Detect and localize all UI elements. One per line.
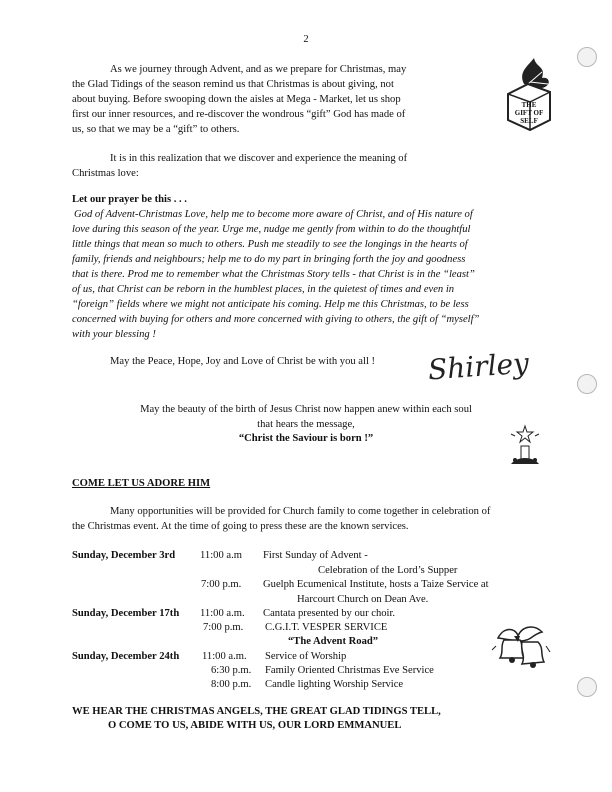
page-number: 2: [303, 34, 309, 45]
intro-line: about buying. Before swooping down the aisles at Mega - Market, let us shop: [72, 94, 401, 105]
prayer-line: concerned with buying for others and more concerned with giving to others, the gift of “myself”: [72, 314, 480, 325]
binder-hole: [577, 677, 597, 697]
beauty-line: May the beauty of the birth of Jesus Christ now happen anew within each soul: [140, 404, 472, 415]
prayer-heading: Let our prayer be this . . .: [72, 194, 187, 205]
signature: Shirley: [426, 346, 530, 387]
service-description: Cantata presented by our choir.: [263, 608, 396, 619]
prayer-line: family, friends and neighbours; help me to do my part in bringing forth the joy and goodness: [72, 254, 466, 265]
prayer-line: God of Advent-Christmas Love, help me to become more aware of Christ, and of His nature of: [74, 209, 473, 220]
service-time: 11:00 a.m: [200, 550, 242, 561]
prayer-line: “foreign” fields where we might not anticipate his coming. Help me this Christmas, to be less: [72, 299, 469, 310]
saviour-line: “Christ the Saviour is born !”: [238, 433, 374, 444]
candle-star-illustration: [505, 424, 545, 468]
binder-hole: [577, 374, 597, 394]
service-day: Sunday, December 3rd: [72, 550, 176, 561]
prayer-line: of us, that Christ can be reborn in the humblest places, in the quietest of times and even in: [72, 284, 455, 295]
closing-line: WE HEAR THE CHRISTMAS ANGELS, THE GREAT GLAD TIDINGS TELL,: [72, 706, 441, 717]
intro-line: As we journey through Advent, and as we prepare for Christmas, may: [110, 64, 407, 75]
prayer-line: little things that mean so much to others. Push me steadily to see the longings in the hearts of: [72, 239, 468, 250]
service-description: Harcourt Church on Dean Ave.: [297, 594, 429, 605]
service-description: Guelph Ecumenical Institute, hosts a Taize Service at: [263, 579, 489, 590]
service-description: First Sunday of Advent -: [263, 550, 368, 561]
service-time: 11:00 a.m.: [200, 608, 245, 619]
service-time: 7:00 p.m.: [203, 622, 244, 633]
service-day: Sunday, December 17th: [72, 608, 180, 619]
gift-box-label-line: GIFT OF: [514, 109, 544, 117]
prayer-line: with your blessing !: [72, 329, 156, 340]
intro-line: first our inner resources, and re-discover the wondrous “gift” God has made of: [72, 109, 406, 120]
candle-icon: [505, 424, 545, 468]
intro-line: the Glad Tidings of the season remind us that Christmas is about giving, not: [72, 79, 394, 90]
blessing: May the Peace, Hope, Joy and Love of Christ be with you all !: [110, 356, 376, 367]
beauty-line: that hears the message,: [257, 419, 355, 430]
gift-box-label-line: SELF: [520, 117, 538, 125]
bells-icon: [490, 618, 552, 674]
service-time: 8:00 p.m.: [211, 679, 252, 690]
service-time: 7:00 p.m.: [201, 579, 242, 590]
service-time: 11:00 a.m.: [202, 651, 247, 662]
binder-hole: [577, 47, 597, 67]
prayer-line: that is there. Prod me to remember what the Christmas Story tells - that Christ is in the “least”: [72, 269, 475, 280]
bells-illustration: [490, 618, 552, 674]
service-day: Sunday, December 24th: [72, 651, 180, 662]
service-description: C.G.I.T. VESPER SERVICE: [265, 622, 388, 633]
gift-box-illustration: [498, 54, 558, 132]
service-description: “The Advent Road”: [288, 636, 379, 647]
realization-line: Christmas love:: [72, 168, 139, 179]
service-description: Family Oriented Christmas Eve Service: [265, 665, 434, 676]
opportunities-line: Many opportunities will be provided for Church family to come together in celebration of: [110, 506, 491, 517]
gift-box-label: [511, 101, 547, 125]
prayer-line: love during this season of the year. Urge me, nudge me gently from within to do the thoughtful: [72, 224, 471, 235]
gift-box-label-line: THE: [521, 101, 537, 109]
service-time: 6:30 p.m.: [211, 665, 252, 676]
service-description: Candle lighting Worship Service: [265, 679, 404, 690]
service-description: Celebration of the Lord’s Supper: [318, 565, 458, 576]
realization-line: It is in this realization that we discover and experience the meaning of: [110, 153, 408, 164]
closing-line: O COME TO US, ABIDE WITH US, OUR LORD EMMANUEL: [108, 720, 402, 731]
intro-line: us, so that we may be a “gift” to others.: [72, 124, 240, 135]
service-description: Service of Worship: [265, 651, 347, 662]
section-heading: COME LET US ADORE HIM: [72, 478, 211, 489]
opportunities-line: the Christmas event. At the time of going to press these are the known services.: [72, 521, 409, 532]
